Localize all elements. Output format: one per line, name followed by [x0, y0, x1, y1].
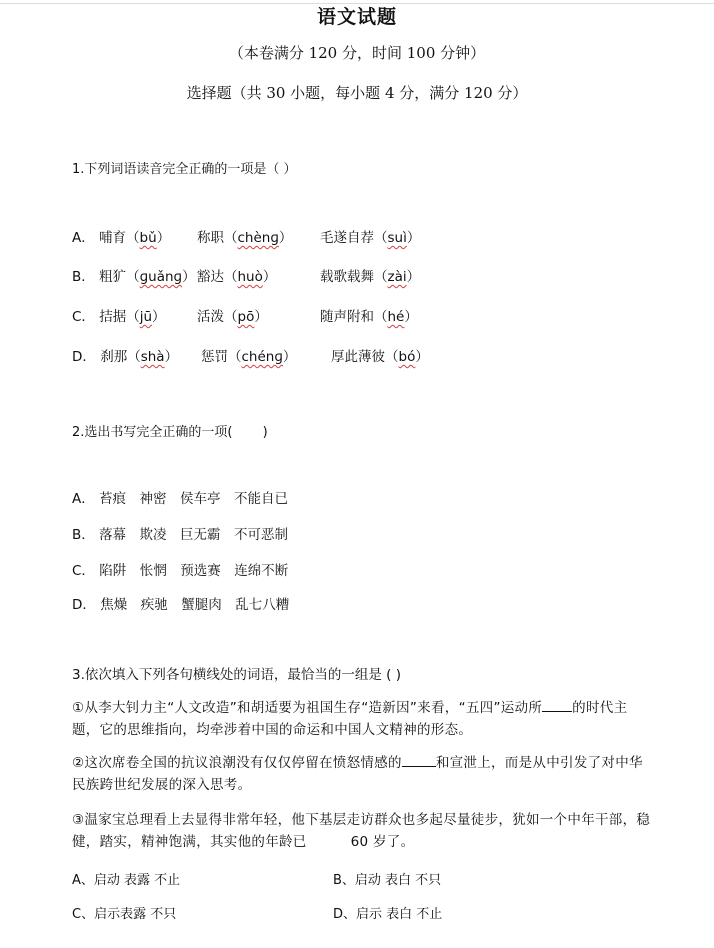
option-label: D．	[72, 349, 96, 365]
option-label: A．	[72, 491, 95, 507]
q1-option-c: C． 拮据（jū）	[72, 309, 166, 325]
question-2-stem: 2.选出书写完全正确的一项( )	[72, 425, 268, 440]
pinyin: suì	[387, 230, 407, 246]
pinyin: hé	[387, 309, 405, 325]
exam-info: （本卷满分 120 分，时间 100 分钟）	[228, 44, 486, 62]
q1-option-b-word-2: 豁达（huò）	[197, 269, 277, 285]
pinyin: pō	[237, 309, 255, 325]
pinyin: shà	[140, 349, 165, 365]
option-label: A．	[72, 230, 95, 246]
pinyin: jū	[139, 309, 153, 325]
option-label: C．	[72, 309, 95, 325]
q3-option-b: B、启动 表白 不只	[333, 873, 442, 888]
q3-sentence-3: ③温家宝总理看上去显得非常年轻，他下基层走访群众也多起尽量徒步，犹如一个中年干部，稳健，踏实，精神饱满，其实他的年龄已 60 岁了。	[72, 812, 651, 850]
pinyin: zài	[387, 269, 407, 285]
fill-blank-1	[542, 699, 572, 712]
q1-option-a-word-2: 称职（chènɡ）	[197, 230, 293, 246]
q1-option-c-word-2: 活泼（pō）	[197, 309, 268, 325]
pinyin: chénɡ	[241, 349, 283, 365]
q1-option-a: A． 哺育（bǔ）	[72, 230, 171, 246]
option-label: B、	[333, 873, 355, 888]
fill-blank-2	[402, 754, 436, 767]
pinyin: chènɡ	[237, 230, 279, 246]
q3-sentence-2: ②这次席卷全国的抗议浪潮没有仅仅停留在愤怒情感的 和宣泄上，而是从中引发了对中华民族跨世纪发展的深入思考。	[72, 755, 643, 793]
q1-option-c-word-3: 随声附和（hé）	[320, 309, 418, 325]
q2-option-d: D． 焦燥 疾驰 蟹腿肉 乱七八糟	[72, 597, 290, 613]
option-label: B．	[72, 527, 95, 543]
q2-option-c: C． 陷阱 怅惘 预选赛 连绵不断	[72, 563, 289, 579]
pinyin: ɡuǎnɡ	[139, 269, 183, 285]
q2-option-b: B． 落幕 欺凌 巨无霸 不可恶制	[72, 527, 289, 543]
q3-option-c: C、启示表露 不只	[72, 907, 177, 922]
section-heading: 选择题（共 30 小题，每小题 4 分，满分 120 分）	[186, 84, 528, 102]
q1-option-b-word-3: 载歌载舞（zài）	[320, 269, 421, 285]
option-label: D．	[72, 597, 96, 613]
option-label: C、	[72, 907, 95, 922]
document-title: 语文试题	[316, 6, 397, 28]
pinyin: huò	[237, 269, 263, 285]
q2-option-a: A． 苔痕 神密 侯车亭 不能自已	[72, 491, 289, 507]
q1-option-d: D． 刹那（shà）	[72, 349, 179, 365]
q1-option-a-word-3: 毛遂自荐（suì）	[320, 230, 421, 246]
option-label: B．	[72, 269, 95, 285]
option-label: D、	[333, 907, 357, 922]
question-3-stem: 3.依次填入下列各句横线处的词语，最恰当的一组是 ( )	[72, 667, 401, 683]
q3-sentence-1: ①从李大钊力主“人文改造”和胡适要为祖国生存“造新因”来看，“五四”运动所 的时代主题，它的思维指向，均牵涉着中国的命运和中国人文精神的形态。	[72, 700, 628, 738]
q1-option-d-word-2: 惩罚（chénɡ）	[201, 349, 297, 365]
option-label: A、	[72, 873, 94, 888]
q3-option-d: D、启示 表白 不止	[333, 907, 443, 922]
option-label: C．	[72, 563, 95, 579]
q1-option-d-word-3: 厚此薄彼（bó）	[331, 349, 429, 365]
q3-option-a: A、启动 表露 不止	[72, 873, 181, 888]
q1-option-b: B． 粗犷（ɡuǎnɡ）	[72, 269, 196, 285]
pinyin: bǔ	[139, 230, 157, 246]
pinyin: bó	[398, 349, 416, 365]
question-1-stem: 1.下列词语读音完全正确的一项是（ ）	[72, 162, 297, 177]
